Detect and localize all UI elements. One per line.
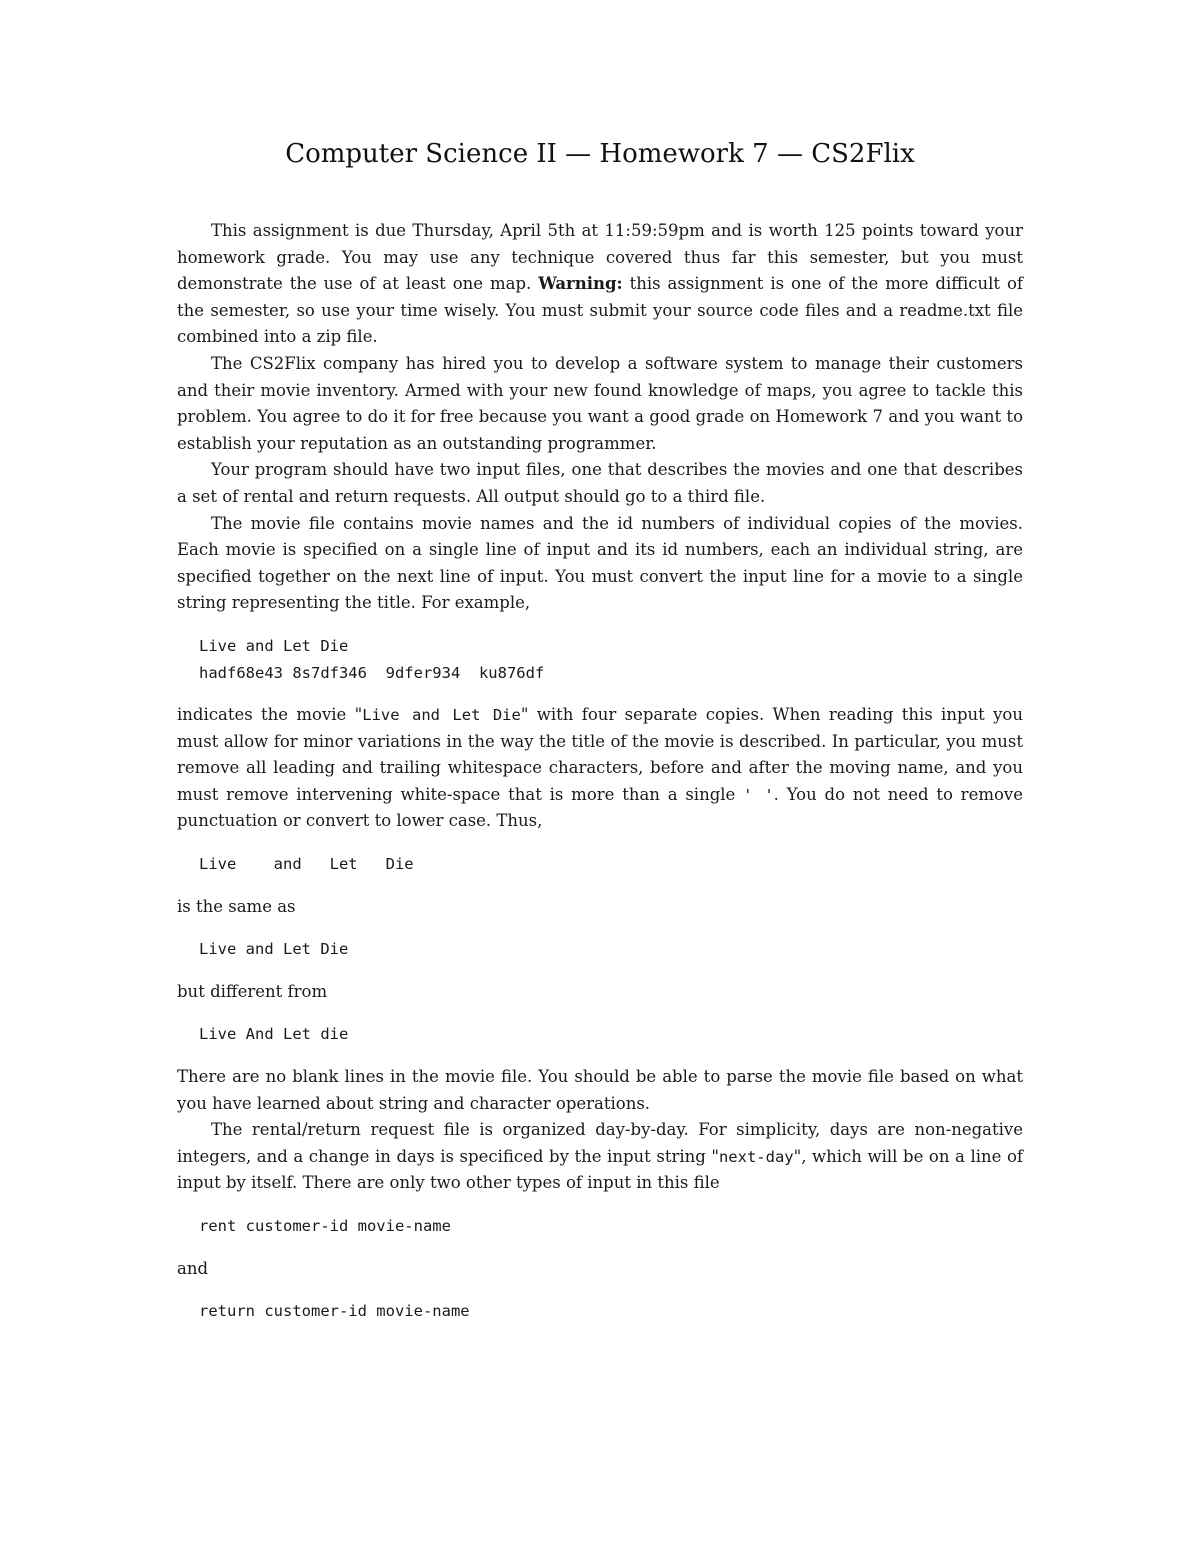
code-example-return: return customer-id movie-name bbox=[199, 1302, 470, 1321]
paragraph-different-from: but different from bbox=[177, 981, 328, 1001]
paragraph-whitespace bbox=[177, 702, 1023, 835]
paragraph-text: " with four separate copies. When reading this input you must allow for minor variations in the way the title of the movie is described. In particular, you must remove all leading and trailing whitespace characters, before and after the moving name, and you must remove intervening white-space that is more than a single bbox=[177, 705, 1023, 804]
paragraph-rental-file bbox=[177, 1117, 1023, 1197]
document-body bbox=[177, 218, 1023, 1341]
code-example-different: Live And Let die bbox=[199, 1025, 349, 1044]
inline-code: next-day bbox=[718, 1147, 794, 1166]
paragraph-text: The rental/return request file is organized day-by-day. For simplicity, days are non-negative integers, and a change in days is specificed by the input string " bbox=[177, 1120, 1023, 1166]
paragraph-due-date bbox=[177, 218, 1023, 351]
warning-label: Warning: bbox=[538, 274, 623, 294]
inline-code: Live and Let Die bbox=[362, 706, 521, 725]
paragraph-text: This assignment is due Thursday, April 5th at 11:59:59pm and is worth 125 points toward your homework grade. You may use any technique covered thus far this semester, but you must demonstrate the use of at least one map. bbox=[177, 221, 1023, 294]
paragraph-same-as: is the same as bbox=[177, 896, 296, 916]
code-example-spaced: Live and Let Die bbox=[199, 855, 414, 874]
paragraph-no-blank-lines: There are no blank lines in the movie file. You should be able to parse the movie file based on what you have learned about string and character operations. bbox=[177, 1067, 1023, 1113]
paragraph-and: and bbox=[177, 1258, 209, 1278]
paragraph-text: . You do not need to remove punctuation or convert to lower case. Thus, bbox=[177, 784, 1023, 831]
page-title: Computer Science II — Homework 7 — CS2Flix bbox=[285, 139, 915, 169]
paragraph-input-files: Your program should have two input files, one that describes the movies and one that describes a set of rental and return requests. All output should go to a third file. bbox=[177, 460, 1023, 506]
paragraph-text: indicates the movie " bbox=[177, 705, 363, 725]
inline-code: ' ' bbox=[743, 785, 774, 804]
paragraph-text: ", which will be on a line of input by itself. There are only two other types of input in this file bbox=[177, 1146, 1023, 1193]
paragraph-movie-file: The movie file contains movie names and the id numbers of individual copies of the movies. Each movie is specified on a single line of input and its id numbers, each an individual string, are specified together on the next line of input. You must convert the input line for a movie to a single string representing the title. For example, bbox=[177, 513, 1023, 613]
paragraph-company: The CS2Flix company has hired you to develop a software system to manage their customers and their movie inventory. Armed with your new found knowledge of maps, you agree to tackle this problem. You agree to do it for free because you want a good grade on Homework 7 and you want to establish your reputation as an outstanding programmer. bbox=[177, 353, 1023, 453]
code-example-rent: rent customer-id movie-name bbox=[199, 1217, 451, 1235]
code-example-movie bbox=[177, 633, 1023, 686]
code-line: Live and Let Die bbox=[199, 636, 349, 655]
code-line: hadf68e43 8s7df346 9dfer934 ku876df bbox=[199, 663, 545, 682]
paragraph-text: this assignment is one of the more difficult of the semester, so use your time wisely. You must submit your source code files and a readme.txt file combined into a zip file. bbox=[177, 274, 1023, 347]
code-example-normalized: Live and Let Die bbox=[199, 940, 349, 959]
